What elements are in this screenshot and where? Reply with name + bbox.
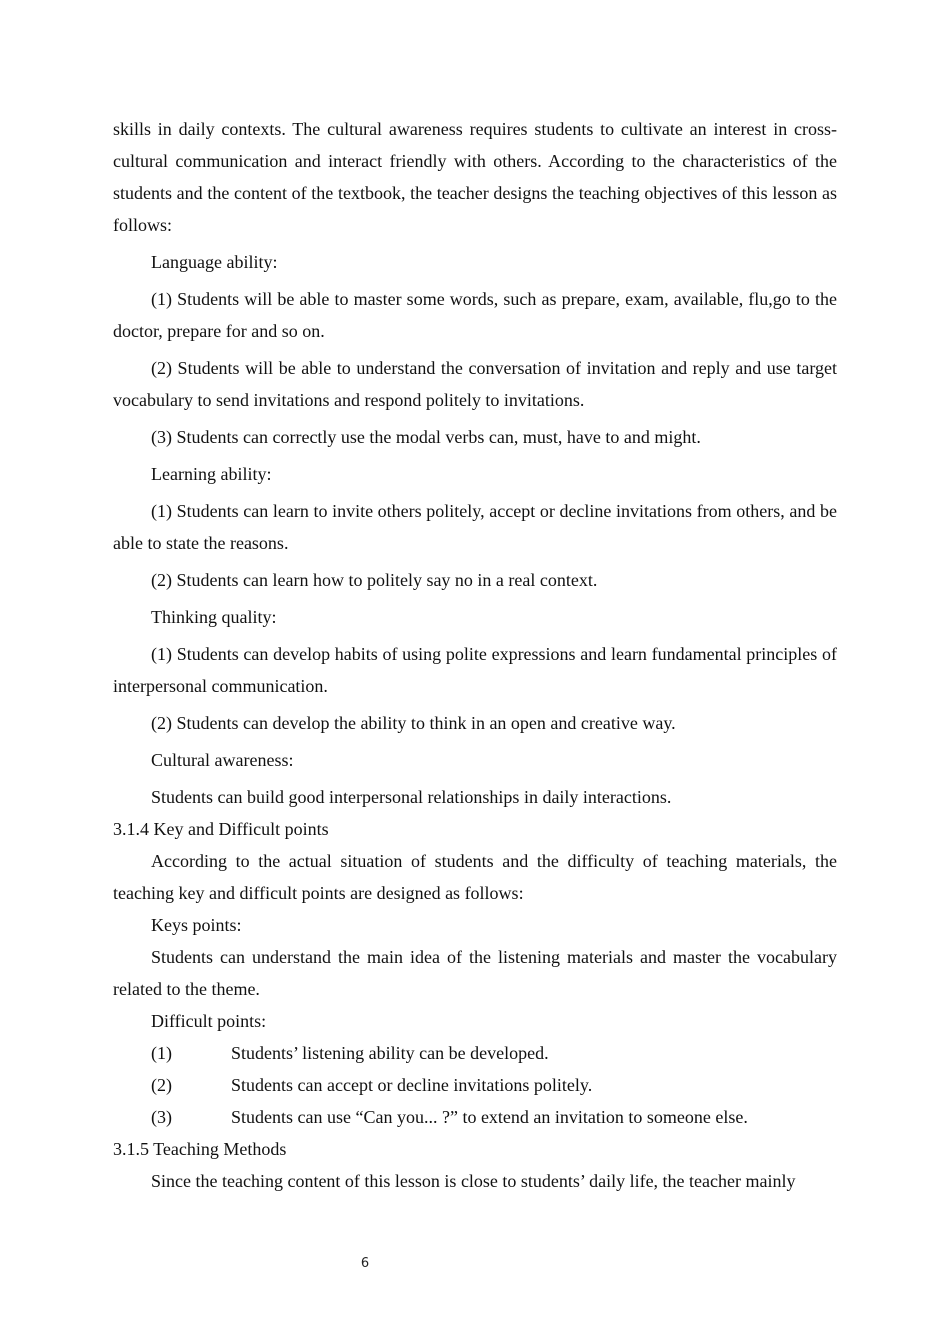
language-ability-item-3: (3) Students can correctly use the modal verbs can, must, have to and might. (151, 427, 701, 447)
list-text: Students’ listening ability can be developed. (231, 1043, 549, 1063)
key-difficult-intro: According to the actual situation of students and the difficulty of teaching materials, the teaching key and difficult points are designed as follows: (113, 851, 837, 903)
section-heading-3-1-4: 3.1.4 Key and Difficult points (113, 819, 329, 839)
list-number: (1) (151, 1043, 172, 1063)
difficult-point-item (113, 1069, 837, 1101)
list-text: Students can use “Can you... ?” to extend an invitation to someone else. (231, 1107, 748, 1127)
cultural-awareness-text: Students can build good interpersonal relationships in daily interactions. (151, 787, 672, 807)
language-ability-item-2: (2) Students will be able to understand the conversation of invitation and reply and use target vocabulary to send invitations and respond politely to invitations. (113, 358, 837, 410)
thinking-quality-label: Thinking quality: (151, 607, 277, 627)
keys-points-label: Keys points: (151, 915, 242, 935)
difficult-point-item (113, 1101, 837, 1133)
page-content (113, 113, 837, 1197)
section-heading-3-1-5: 3.1.5 Teaching Methods (113, 1139, 287, 1159)
language-ability-label: Language ability: (151, 252, 278, 272)
language-ability-item-1: (1) Students will be able to master some words, such as prepare, exam, available, flu,go to the doctor, prepare for and so on. (113, 289, 837, 341)
learning-ability-label: Learning ability: (151, 464, 272, 484)
teaching-methods-text: Since the teaching content of this lesson is close to students’ daily life, the teacher mainly (151, 1171, 796, 1191)
cultural-awareness-label: Cultural awareness: (151, 750, 294, 770)
list-number: (2) (151, 1075, 172, 1095)
thinking-quality-item-2: (2) Students can develop the ability to think in an open and creative way. (151, 713, 676, 733)
keys-points-text: Students can understand the main idea of the listening materials and master the vocabulary related to the theme. (113, 947, 837, 999)
intro-paragraph: skills in daily contexts. The cultural awareness requires students to cultivate an interest in cross-cultural communication and interact friendly with others. According to the characteristics of the students and the content of the textbook, the teacher designs the teaching objectives of this lesson as follows: (113, 119, 837, 235)
list-text: Students can accept or decline invitations politely. (231, 1075, 593, 1095)
thinking-quality-item-1: (1) Students can develop habits of using polite expressions and learn fundamental principles of interpersonal communication. (113, 644, 837, 696)
learning-ability-item-2: (2) Students can learn how to politely say no in a real context. (151, 570, 598, 590)
difficult-points-label: Difficult points: (151, 1011, 267, 1031)
difficult-point-item (113, 1037, 837, 1069)
page-number: 6 (360, 1256, 370, 1271)
list-number: (3) (151, 1107, 172, 1127)
learning-ability-item-1: (1) Students can learn to invite others politely, accept or decline invitations from others, and be able to state the reasons. (113, 501, 837, 553)
